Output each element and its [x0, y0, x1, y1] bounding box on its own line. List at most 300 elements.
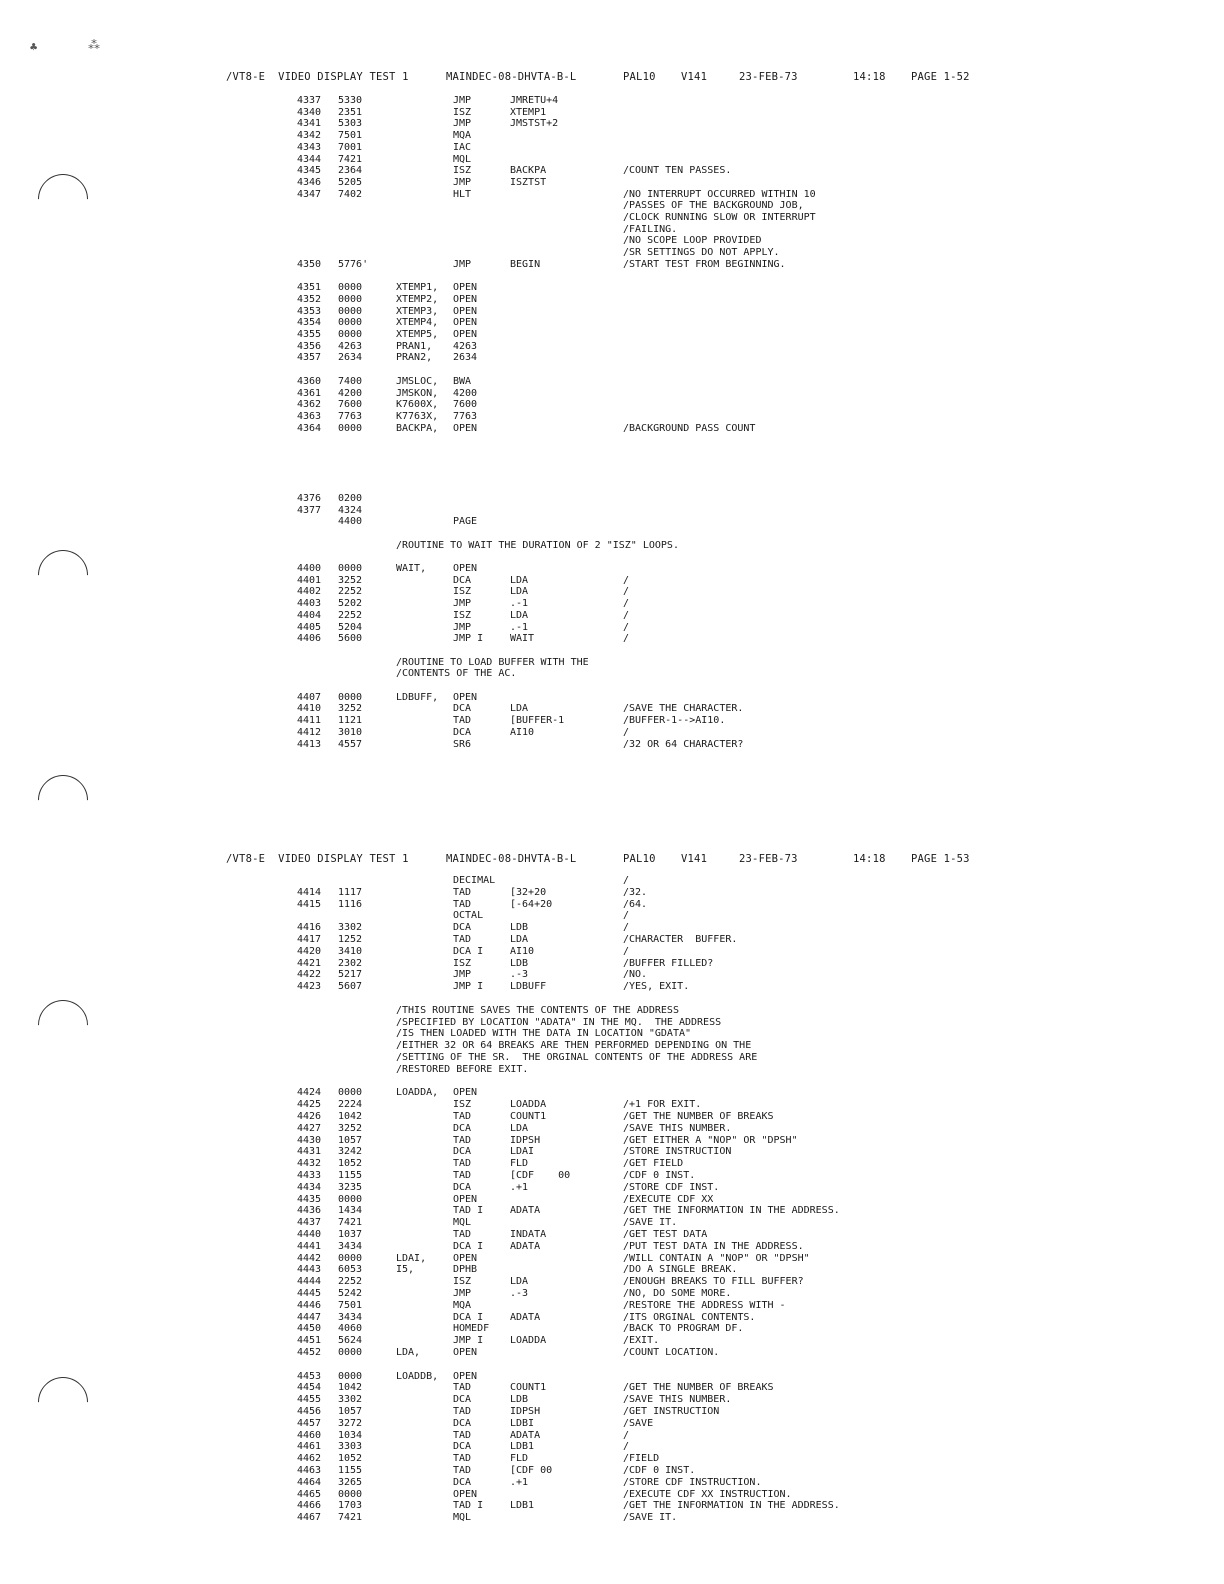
listing-address: 4377 — [297, 504, 322, 516]
listing-address: 4445 — [297, 1288, 322, 1299]
listing-address: 4465 — [297, 1488, 322, 1500]
listing-operand: LDB1 — [510, 1441, 535, 1453]
listing-code: 5242 — [338, 1288, 363, 1299]
listing-opcode: DCA — [453, 1476, 472, 1488]
date: 23-FEB-73 — [739, 853, 798, 865]
listing-opcode: 2634 — [453, 352, 478, 364]
listing-opcode: JMP — [453, 621, 472, 633]
listing-address: 4461 — [297, 1441, 322, 1453]
listing-opcode: JMP — [453, 95, 472, 106]
listing-opcode: DECIMAL — [453, 875, 496, 886]
listing-opcode: 7600 — [453, 399, 478, 411]
listing-comment: /32. — [623, 886, 648, 898]
listing-label: XTEMP1, — [396, 282, 439, 294]
listing-code: 4060 — [338, 1323, 363, 1335]
listing-address: 4352 — [297, 293, 322, 305]
listing-address: 4345 — [297, 165, 322, 177]
listing-address: 4404 — [297, 609, 322, 621]
listing-operand: LDAI — [510, 1146, 535, 1158]
listing-comment: /GET TEST DATA — [623, 1229, 708, 1240]
listing-comment: /WILL CONTAIN A "NOP" OR "DPSH" — [623, 1252, 810, 1264]
listing-opcode: 4263 — [453, 340, 478, 352]
listing-address: 4342 — [297, 130, 322, 142]
listing-label: JMSKON, — [396, 387, 439, 399]
listing-code: 0000 — [338, 293, 363, 305]
listing-opcode: 7763 — [453, 410, 478, 422]
listing-label: K7600X, — [396, 399, 439, 411]
listing-opcode: OCTAL — [453, 910, 484, 922]
listing-code: 3434 — [338, 1240, 363, 1252]
listing-address: 4406 — [297, 633, 322, 645]
listing-address: 4361 — [297, 387, 322, 399]
listing-code: 2224 — [338, 1099, 363, 1111]
listing-label: K7763X, — [396, 410, 439, 422]
listing-comment: /COUNT LOCATION. — [623, 1347, 720, 1358]
listing-address: 4350 — [297, 258, 322, 270]
listing-code: 3010 — [338, 726, 363, 738]
assembler: PAL10 — [623, 853, 656, 865]
listing-address: 4414 — [297, 886, 322, 898]
listing-comment: /YES, EXIT. — [623, 981, 690, 993]
listing-code: 2634 — [338, 352, 363, 364]
listing-address: 4427 — [297, 1122, 322, 1134]
listing-opcode: DCA — [453, 703, 472, 715]
listing-address: 4433 — [297, 1170, 322, 1181]
listing-address: 4424 — [297, 1087, 322, 1099]
listing-opcode: HOMEDF — [453, 1323, 490, 1335]
listing-opcode: OPEN — [453, 305, 478, 317]
listing-opcode: TAD — [453, 886, 472, 898]
listing-operand: BACKPA — [510, 165, 547, 177]
listing-comment: /RESTORE THE ADDRESS WITH - — [623, 1299, 786, 1311]
punch-hole-icon — [28, 164, 99, 235]
listing-address: 4357 — [297, 352, 322, 364]
listing-code: 3235 — [338, 1181, 363, 1193]
listing-opcode: JMP I — [453, 633, 484, 645]
listing-opcode: TAD — [453, 1134, 472, 1146]
listing-address: 4412 — [297, 726, 322, 738]
listing-opcode: TAD — [453, 1382, 472, 1394]
listing-operand: ADATA — [510, 1205, 541, 1217]
listing-code: 0000 — [338, 1252, 363, 1264]
listing-opcode: JMP — [453, 1288, 472, 1299]
listing-label: /SETTING OF THE SR. THE ORGINAL CONTENTS OF THE ADDRESS ARE — [396, 1052, 758, 1063]
listing-label: XTEMP4, — [396, 317, 439, 329]
listing-address: 4447 — [297, 1311, 322, 1323]
listing-opcode: TAD — [453, 715, 472, 727]
listing-code: 1052 — [338, 1453, 363, 1465]
listing-opcode: DCA — [453, 726, 472, 738]
listing-address: 4355 — [297, 329, 322, 340]
listing-opcode: JMP — [453, 258, 472, 270]
listing-label: /ROUTINE TO LOAD BUFFER WITH THE — [396, 656, 589, 668]
listing-address: 4455 — [297, 1394, 322, 1406]
listing-comment: /FIELD — [623, 1453, 660, 1465]
listing-address: 4462 — [297, 1453, 322, 1465]
listing-label: /THIS ROUTINE SAVES THE CONTENTS OF THE ADDRESS — [396, 1004, 679, 1016]
listing-code: 0000 — [338, 422, 363, 434]
listing-opcode: ISZ — [453, 165, 472, 177]
listing-address: 4451 — [297, 1335, 322, 1347]
listing-code: 7402 — [338, 188, 363, 200]
listing-address: 4362 — [297, 399, 322, 411]
listing-code: 4557 — [338, 738, 363, 750]
punch-hole-icon — [28, 990, 99, 1061]
listing-opcode: OPEN — [453, 563, 478, 574]
listing-comment: /SAVE IT. — [623, 1217, 678, 1229]
listing-address: 4444 — [297, 1276, 322, 1288]
listing-code: 0000 — [338, 329, 363, 340]
listing-opcode: TAD — [453, 1429, 472, 1441]
listing-comment: / — [623, 910, 630, 922]
listing-operand: [-64+20 — [510, 898, 553, 910]
listing-label: /SPECIFIED BY LOCATION "ADATA" IN THE MQ. THE ADDRESS — [396, 1016, 722, 1028]
listing-code: 5330 — [338, 95, 363, 106]
listing-comment: / — [623, 633, 630, 645]
listing-opcode: OPEN — [453, 329, 478, 340]
listing-operand: IDPSH — [510, 1134, 541, 1146]
listing-address: 4341 — [297, 118, 322, 130]
listing-address: 4464 — [297, 1476, 322, 1488]
scan-mark-icon: ♣ — [30, 40, 38, 54]
listing-opcode: OPEN — [453, 293, 478, 305]
listing-opcode: OPEN — [453, 1087, 478, 1099]
listing-label: XTEMP5, — [396, 329, 439, 340]
listing-address: 4425 — [297, 1099, 322, 1111]
listing-code: 1037 — [338, 1229, 363, 1240]
listing-code: 1155 — [338, 1465, 363, 1476]
scan-mark-icon: ⁂ — [88, 38, 100, 52]
listing-code: 1042 — [338, 1382, 363, 1394]
listing-opcode: OPEN — [453, 282, 478, 294]
listing-comment: /GET FIELD — [623, 1158, 684, 1170]
listing-code: 7421 — [338, 1217, 363, 1229]
listing-comment: /CDF 0 INST. — [623, 1170, 696, 1181]
listing-address: 4346 — [297, 176, 322, 188]
listing-code: 3434 — [338, 1311, 363, 1323]
listing-address: 4432 — [297, 1158, 322, 1170]
listing-address: 4434 — [297, 1181, 322, 1193]
listing-opcode: MQL — [453, 153, 472, 165]
listing-code: 4324 — [338, 504, 363, 516]
listing-address: 4400 — [297, 563, 322, 574]
listing-opcode: DCA I — [453, 1240, 484, 1252]
listing-comment: /FAILING. — [623, 223, 678, 235]
listing-comment: /SR SETTINGS DO NOT APPLY. — [623, 247, 780, 259]
listing-operand: AI10 — [510, 726, 535, 738]
listing-code: 1057 — [338, 1134, 363, 1146]
listing-comment: / — [623, 586, 630, 598]
listing-opcode: PAGE — [453, 516, 478, 528]
listing-code: 2364 — [338, 165, 363, 177]
listing-comment: /+1 FOR EXIT. — [623, 1099, 702, 1111]
listing-comment: /BACKGROUND PASS COUNT — [623, 422, 756, 434]
version: V141 — [681, 853, 708, 865]
listing-opcode: JMP — [453, 969, 472, 981]
listing-address: 4416 — [297, 922, 322, 934]
listing-comment: /NO. — [623, 969, 648, 981]
listing-comment: /GET THE INFORMATION IN THE ADDRESS. — [623, 1500, 840, 1512]
listing-comment: /64. — [623, 898, 648, 910]
listing-comment: /START TEST FROM BEGINNING. — [623, 258, 786, 270]
listing-address: 4460 — [297, 1429, 322, 1441]
listing-code: 6053 — [338, 1264, 363, 1276]
listing-comment: /GET THE NUMBER OF BREAKS — [623, 1382, 774, 1394]
listing-code: 3252 — [338, 574, 363, 586]
page-number: PAGE 1-53 — [911, 853, 970, 865]
listing-comment: /BUFFER-1-->AI10. — [623, 715, 726, 727]
listing-opcode: DCA — [453, 1181, 472, 1193]
listing-comment: /COUNT TEN PASSES. — [623, 165, 732, 177]
listing-label: LOADDA, — [396, 1087, 439, 1099]
listing-comment: /SAVE THE CHARACTER. — [623, 703, 744, 715]
listing-address: 4421 — [297, 957, 322, 969]
listing-address: 4463 — [297, 1465, 322, 1476]
listing-code: 5600 — [338, 633, 363, 645]
listing-comment: /ITS ORGINAL CONTENTS. — [623, 1311, 756, 1323]
listing-opcode: JMP — [453, 118, 472, 130]
listing-operand: COUNT1 — [510, 1111, 547, 1122]
listing-code: 0000 — [338, 1087, 363, 1099]
listing-code: 5217 — [338, 969, 363, 981]
listing-code: 3242 — [338, 1146, 363, 1158]
listing-code: 1703 — [338, 1500, 363, 1512]
listing-address: 4344 — [297, 153, 322, 165]
listing-code: 2252 — [338, 609, 363, 621]
listing-opcode: DCA I — [453, 1311, 484, 1323]
listing-comment: /CDF 0 INST. — [623, 1465, 696, 1476]
listing-comment: /DO A SINGLE BREAK. — [623, 1264, 738, 1276]
listing-comment: /NO SCOPE LOOP PROVIDED — [623, 235, 762, 247]
listing-address: 4452 — [297, 1347, 322, 1358]
listing-operand: ADATA — [510, 1429, 541, 1441]
listing-code: 0000 — [338, 282, 363, 294]
listing-opcode: DPHB — [453, 1264, 478, 1276]
listing-opcode: TAD — [453, 1170, 472, 1181]
listing-code: 3272 — [338, 1417, 363, 1429]
listing-opcode: ISZ — [453, 1099, 472, 1111]
listing-code: 2252 — [338, 1276, 363, 1288]
listing-comment: / — [623, 574, 630, 586]
listing-opcode: BWA — [453, 375, 472, 387]
listing-opcode: DCA — [453, 1394, 472, 1406]
listing-code: 3410 — [338, 945, 363, 957]
listing-opcode: ISZ — [453, 609, 472, 621]
listing-address: 4442 — [297, 1252, 322, 1264]
listing-operand: LDA — [510, 934, 529, 945]
listing-label: /ROUTINE TO WAIT THE DURATION OF 2 "ISZ" LOOPS. — [396, 539, 679, 551]
listing-code: 3302 — [338, 922, 363, 934]
listing-label: /IS THEN LOADED WITH THE DATA IN LOCATION "GDATA" — [396, 1028, 692, 1040]
listing-code: 5204 — [338, 621, 363, 633]
listing-opcode: DCA — [453, 922, 472, 934]
listing-opcode: TAD — [453, 1229, 472, 1240]
listing-code: 2351 — [338, 106, 363, 118]
listing-operand: LDA — [510, 1276, 529, 1288]
listing-code: 7421 — [338, 153, 363, 165]
listing-opcode: OPEN — [453, 317, 478, 329]
listing-address: 4440 — [297, 1229, 322, 1240]
listing-code: 1121 — [338, 715, 363, 727]
listing-comment: /EXIT. — [623, 1335, 660, 1347]
listing-code: 7001 — [338, 141, 363, 153]
listing-comment: /CLOCK RUNNING SLOW OR INTERRUPT — [623, 212, 816, 223]
listing-address: 4456 — [297, 1406, 322, 1417]
listing-code: 7501 — [338, 1299, 363, 1311]
listing-address: 4426 — [297, 1111, 322, 1122]
listing-operand: .+1 — [510, 1476, 529, 1488]
listing-operand: JMSTST+2 — [510, 118, 559, 130]
listing-label: LDA, — [396, 1347, 421, 1358]
page-number: PAGE 1-52 — [911, 71, 970, 83]
listing-comment: /ENOUGH BREAKS TO FILL BUFFER? — [623, 1276, 804, 1288]
listing-address: 4356 — [297, 340, 322, 352]
listing-comment: / — [623, 875, 630, 886]
listing-code: 3302 — [338, 1394, 363, 1406]
listing-address: 4431 — [297, 1146, 322, 1158]
listing-opcode: MQL — [453, 1512, 472, 1524]
listing-label: /EITHER 32 OR 64 BREAKS ARE THEN PERFORMED DEPENDING ON THE — [396, 1040, 752, 1052]
listing-comment: / — [623, 621, 630, 633]
listing-opcode: ISZ — [453, 1276, 472, 1288]
listing-address: 4354 — [297, 317, 322, 329]
listing-opcode: OPEN — [453, 691, 478, 703]
listing-code: 0000 — [338, 1347, 363, 1358]
listing-label: PRAN2, — [396, 352, 433, 364]
listing-address: 4422 — [297, 969, 322, 981]
listing-address: 4430 — [297, 1134, 322, 1146]
listing-code: 0000 — [338, 1193, 363, 1205]
listing-code: 1252 — [338, 934, 363, 945]
listing-code: 5202 — [338, 598, 363, 610]
maindec-id: MAINDEC-08-DHVTA-B-L — [446, 853, 577, 865]
listing-code: 7763 — [338, 410, 363, 422]
listing-address: 4376 — [297, 492, 322, 504]
listing-address: 4453 — [297, 1370, 322, 1382]
listing-address: 4435 — [297, 1193, 322, 1205]
listing-operand: LDA — [510, 703, 529, 715]
time: 14:18 — [853, 853, 886, 865]
listing-opcode: OPEN — [453, 1252, 478, 1264]
listing-comment: /BACK TO PROGRAM DF. — [623, 1323, 744, 1335]
listing-operand: .-3 — [510, 969, 529, 981]
listing-address: 4450 — [297, 1323, 322, 1335]
listing-operand: .-1 — [510, 598, 529, 610]
listing-opcode: HLT — [453, 188, 472, 200]
listing-comment: /NO, DO SOME MORE. — [623, 1288, 732, 1299]
listing-opcode: TAD — [453, 934, 472, 945]
listing-comment: / — [623, 1429, 630, 1441]
listing-opcode: TAD — [453, 898, 472, 910]
listing-code: 7421 — [338, 1512, 363, 1524]
listing-address: 4364 — [297, 422, 322, 434]
listing-opcode: IAC — [453, 141, 472, 153]
listing-label: XTEMP2, — [396, 293, 439, 305]
listing-code: 5303 — [338, 118, 363, 130]
listing-label: JMSLOC, — [396, 375, 439, 387]
listing-code: 5205 — [338, 176, 363, 188]
listing-operand: XTEMP1 — [510, 106, 547, 118]
listing-address: 4457 — [297, 1417, 322, 1429]
listing-operand: LOADDA — [510, 1335, 547, 1347]
listing-code: 0000 — [338, 317, 363, 329]
listing-code: 0000 — [338, 1370, 363, 1382]
listing-code: 1117 — [338, 886, 363, 898]
listing-label: LOADDB, — [396, 1370, 439, 1382]
listing-code: 3265 — [338, 1476, 363, 1488]
listing-comment: /32 OR 64 CHARACTER? — [623, 738, 744, 750]
listing-address: 4353 — [297, 305, 322, 317]
listing-opcode: DCA — [453, 1122, 472, 1134]
listing-operand: AI10 — [510, 945, 535, 957]
listing-opcode: DCA — [453, 1417, 472, 1429]
program-title: /VT8-E VIDEO DISPLAY TEST 1 — [226, 853, 409, 865]
listing-opcode: OPEN — [453, 1370, 478, 1382]
listing-address: 4403 — [297, 598, 322, 610]
listing-comment: /BUFFER FILLED? — [623, 957, 714, 969]
listing-comment: / — [623, 598, 630, 610]
listing-address: 4420 — [297, 945, 322, 957]
listing-opcode: 4200 — [453, 387, 478, 399]
listing-opcode: MQL — [453, 1217, 472, 1229]
listing-opcode: DCA — [453, 1441, 472, 1453]
listing-address: 4443 — [297, 1264, 322, 1276]
listing-comment: / — [623, 609, 630, 621]
listing-comment: /STORE CDF INSTRUCTION. — [623, 1476, 762, 1488]
date: 23-FEB-73 — [739, 71, 798, 83]
listing-comment: / — [623, 922, 630, 934]
listing-operand: ADATA — [510, 1240, 541, 1252]
listing-operand: LDBUFF — [510, 981, 547, 993]
listing-address: 4415 — [297, 898, 322, 910]
listing-code: 1434 — [338, 1205, 363, 1217]
listing-label: /CONTENTS OF THE AC. — [396, 668, 517, 680]
listing-address: 4417 — [297, 934, 322, 945]
listing-address: 4405 — [297, 621, 322, 633]
listing-label: I5, — [396, 1264, 415, 1276]
listing-label: WAIT, — [396, 563, 427, 574]
listing-operand: [CDF 00 — [510, 1465, 553, 1476]
listing-operand: INDATA — [510, 1229, 547, 1240]
listing-code: 4200 — [338, 387, 363, 399]
listing-opcode: TAD — [453, 1158, 472, 1170]
listing-comment: /GET EITHER A "NOP" OR "DPSH" — [623, 1134, 798, 1146]
program-title: /VT8-E VIDEO DISPLAY TEST 1 — [226, 71, 409, 83]
listing-comment: /NO INTERRUPT OCCURRED WITHIN 10 — [623, 188, 816, 200]
listing-code: 0000 — [338, 1488, 363, 1500]
listing-comment: /EXECUTE CDF XX INSTRUCTION. — [623, 1488, 792, 1500]
listing-label: /RESTORED BEFORE EXIT. — [396, 1063, 529, 1075]
listing-code: 1057 — [338, 1406, 363, 1417]
listing-code: 7501 — [338, 130, 363, 142]
listing-address: 4454 — [297, 1382, 322, 1394]
listing-code: 1116 — [338, 898, 363, 910]
listing-opcode: JMP — [453, 598, 472, 610]
listing-comment: /PASSES OF THE BACKGROUND JOB, — [623, 200, 804, 212]
listing-label: LDAI, — [396, 1252, 427, 1264]
maindec-id: MAINDEC-08-DHVTA-B-L — [446, 71, 577, 83]
listing-opcode: TAD — [453, 1406, 472, 1417]
listing-opcode: TAD I — [453, 1500, 484, 1512]
listing-address: 4347 — [297, 188, 322, 200]
listing-code: 1052 — [338, 1158, 363, 1170]
listing-address: 4411 — [297, 715, 322, 727]
listing-address: 4410 — [297, 703, 322, 715]
listing-opcode: OPEN — [453, 1193, 478, 1205]
listing-operand: LDA — [510, 609, 529, 621]
listing-comment: /SAVE THIS NUMBER. — [623, 1122, 732, 1134]
listing-opcode: OPEN — [453, 1488, 478, 1500]
